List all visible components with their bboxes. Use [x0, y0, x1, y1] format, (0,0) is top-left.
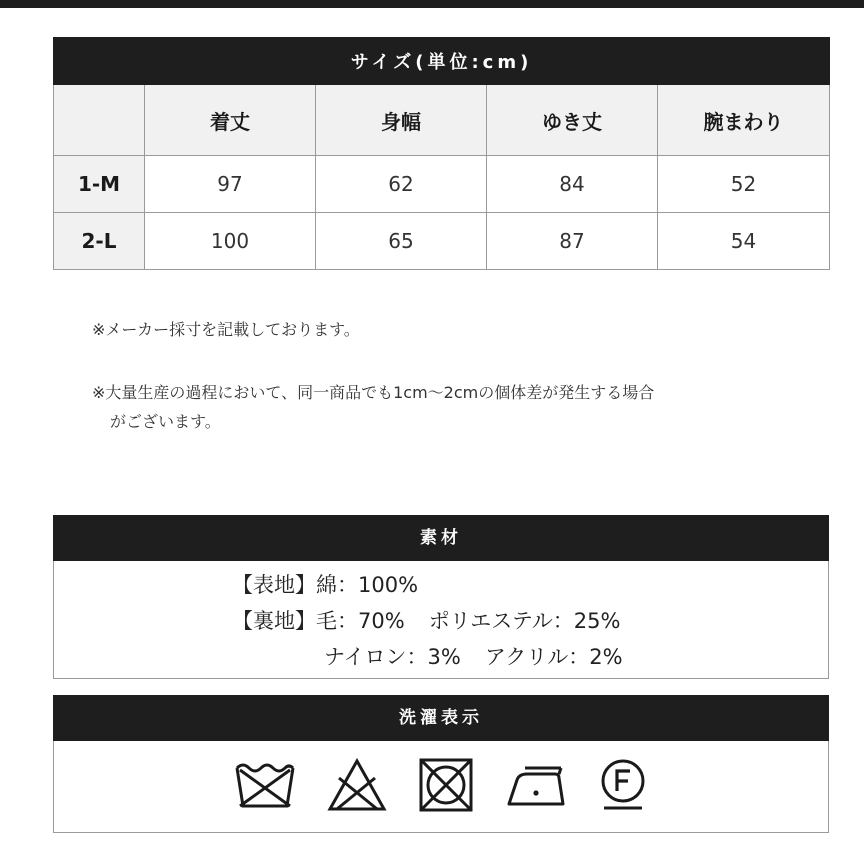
- table-cell: 84: [487, 156, 658, 213]
- size-table: [53, 37, 830, 270]
- top-bar: [0, 0, 864, 8]
- material-title: 素材: [53, 515, 829, 561]
- outer-fabric-line: [232, 569, 418, 599]
- table-cell: 97: [145, 156, 316, 213]
- lining-value-polyester: ポリエステル：25%: [428, 609, 621, 633]
- care-icons: [54, 756, 828, 814]
- row-label: 1-M: [54, 156, 145, 213]
- measurement-note: ※メーカー採寸を記載しております。: [92, 320, 360, 339]
- iron-low-icon: [505, 762, 567, 808]
- lining-label: 【裏地】: [232, 609, 316, 633]
- column-header: 着丈: [145, 85, 316, 156]
- care-panel: [53, 695, 829, 833]
- lining-value-nylon: ナイロン：3%: [324, 645, 461, 669]
- table-row: [54, 156, 830, 213]
- column-header: ゆき丈: [487, 85, 658, 156]
- table-cell: 65: [316, 213, 487, 270]
- table-cell: 54: [658, 213, 830, 270]
- no-bleach-icon: [327, 758, 387, 812]
- table-cell: 100: [145, 213, 316, 270]
- material-panel: [53, 515, 829, 679]
- row-label: 2-L: [54, 213, 145, 270]
- lining-line: [232, 605, 620, 635]
- outer-fabric-value: 綿：100%: [316, 573, 419, 597]
- lining-value-wool: 毛：70%: [316, 609, 405, 633]
- table-cell: 62: [316, 156, 487, 213]
- variance-note-line2: がございます。: [110, 412, 221, 431]
- no-wash-icon: [234, 760, 296, 810]
- variance-note: [92, 378, 822, 436]
- table-cell: 52: [658, 156, 830, 213]
- corner-cell: [54, 85, 145, 156]
- no-tumble-dry-icon: [418, 757, 474, 813]
- variance-note-line1: ※大量生産の過程において、同一商品でも1cm〜2cmの個体差が発生する場合: [92, 383, 655, 402]
- column-header: 身幅: [316, 85, 487, 156]
- lining-line-2: [324, 641, 623, 671]
- lining-value-acrylic: アクリル：2%: [484, 645, 623, 669]
- table-cell: 87: [487, 213, 658, 270]
- dry-clean-f-icon: [598, 758, 648, 812]
- column-header: 腕まわり: [658, 85, 830, 156]
- table-row: [54, 213, 830, 270]
- outer-fabric-label: 【表地】: [232, 573, 316, 597]
- care-title: 洗濯表示: [53, 695, 829, 741]
- size-table-title: サイズ(単位:cm): [54, 38, 830, 85]
